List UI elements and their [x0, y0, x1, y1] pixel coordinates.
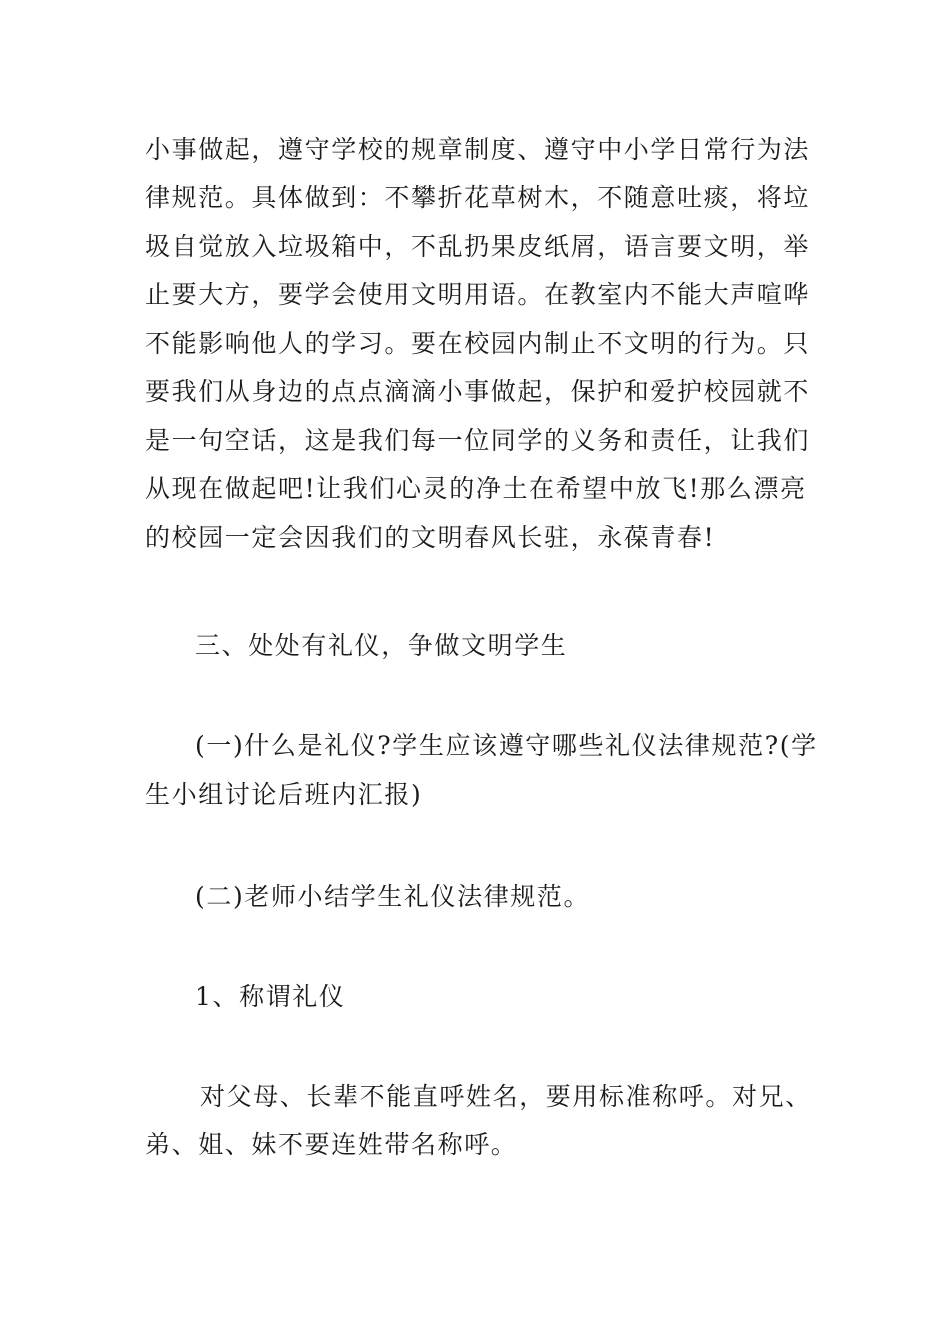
paragraph-line: 圾自觉放入垃圾箱中，不乱扔果皮纸屑，语言要文明，举	[145, 232, 811, 261]
question-line: (一)什么是礼仪?学生应该遵守哪些礼仪法律规范?(学	[195, 731, 818, 760]
paragraph-line: 对父母、长辈不能直呼姓名，要用标准称呼。对兄、	[200, 1082, 812, 1111]
paragraph-line: 不能影响他人的学习。要在校园内制止不文明的行为。只	[145, 329, 811, 358]
paragraph-line: 律规范。具体做到：不攀折花草树木，不随意吐痰，将垃	[145, 183, 811, 212]
paragraph-line: 止要大方，要学会使用文明用语。在教室内不能大声喧哗	[145, 280, 811, 309]
paragraph-line: 弟、姐、妹不要连姓带名称呼。	[145, 1130, 518, 1159]
paragraph-line: 从现在做起吧!让我们心灵的净土在希望中放飞!那么漂亮	[145, 474, 807, 503]
paragraph-line: 的校园一定会因我们的文明春风长驻，永葆青春!	[145, 523, 716, 552]
section-heading: 三、处处有礼仪，争做文明学生	[195, 631, 568, 660]
subsection-title: 1、称谓礼仪	[195, 982, 346, 1011]
paragraph-line: 是一句空话，这是我们每一位同学的义务和责任，让我们	[145, 426, 811, 455]
question-line: (二)老师小结学生礼仪法律规范。	[195, 882, 591, 911]
paragraph-line: 要我们从身边的点点滴滴小事做起，保护和爱护校园就不	[145, 377, 811, 406]
paragraph-line: 小事做起，遵守学校的规章制度、遵守中小学日常行为法	[145, 135, 811, 164]
question-line: 生小组讨论后班内汇报)	[145, 780, 423, 809]
